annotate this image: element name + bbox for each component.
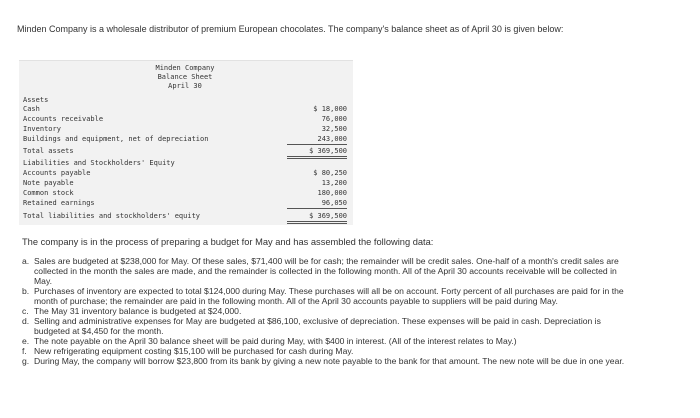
sheet-row-total-assets [19, 146, 353, 156]
sheet-row-liabilities-header [19, 158, 353, 168]
sheet-row-label: Note payable [23, 179, 74, 187]
list-item [22, 316, 632, 336]
sheet-row-amount: 76,000 [321, 115, 347, 123]
balance-sheet-heading [149, 64, 221, 91]
item-marker: g. [22, 356, 30, 366]
item-text: Purchases of inventory are expected to total $124,000 during May. These purchases will all be on account. Forty percent of all purchases are paid for in the month of purchase; the remainder are paid in the following month. All of the April 30 accounts payable to suppliers will be paid during May. [34, 286, 624, 306]
sheet-row-common-stock [19, 188, 353, 198]
sheet-row-label: Total liabilities and stockholders' equity [23, 212, 201, 220]
item-text: During May, the company will borrow $23,800 from its bank by giving a new note payable to the bank for that amount. The new note will be due in one year. [34, 356, 625, 366]
item-text: Selling and administrative expenses for May are budgeted at $86,100, exclusive of depreciation. These expenses will be paid in cash. Depreciation is budgeted at $4,450 for the month. [34, 316, 601, 336]
item-marker: f. [22, 346, 27, 356]
list-item [22, 256, 632, 286]
item-text: The note payable on the April 30 balance sheet will be paid during May, with $400 in interest. (All of the interest relates to May.) [34, 336, 517, 346]
sheet-row-label: Retained earnings [23, 199, 95, 207]
intro-text: Minden Company is a wholesale distributor of premium European chocolates. The company's balance sheet as of April 30 is given below: [17, 24, 564, 34]
sheet-row-amount: 96,050 [287, 198, 347, 209]
sheet-row-amount: 243,000 [287, 134, 347, 145]
data-items-list [22, 256, 632, 366]
sheet-row-accounts-receivable [19, 114, 353, 124]
sheet-row-label: Buildings and equipment, net of depreciation [23, 135, 209, 143]
sheet-row-amount: $ 18,000 [313, 105, 347, 113]
sheet-row-accounts-payable [19, 168, 353, 178]
sheet-row-note-payable [19, 178, 353, 188]
item-text: New refrigerating equipment costing $15,100 will be purchased for cash during May. [34, 346, 354, 356]
sheet-row-label: Accounts receivable [23, 115, 104, 123]
item-text: Sales are budgeted at $238,000 for May. Of these sales, $71,400 will be for cash; the remainder will be credit sales. One-half of a month's credit sales are collected in the month the sales are made, and the remainder is collected in the following month. All of the April 30 accounts receivable will be collected in May. [34, 256, 619, 286]
sheet-row-label: Total assets [23, 147, 74, 155]
sheet-row-total-liabilities-equity [19, 211, 353, 221]
sheet-row-label: Cash [23, 105, 40, 113]
sheet-row-label: Assets [23, 96, 49, 104]
list-item [22, 306, 632, 316]
sheet-row-amount: $ 369,500 [287, 211, 347, 224]
item-marker: d. [22, 316, 30, 326]
item-text: The May 31 inventory balance is budgeted at $24,000. [34, 306, 242, 316]
sheet-row-amount: $ 80,250 [313, 169, 347, 177]
lead-text: The company is in the process of preparing a budget for May and has assembled the following data: [22, 237, 434, 247]
item-marker: a. [22, 256, 30, 266]
sheet-row-amount: 13,200 [321, 179, 347, 187]
statement-date: April 30 [168, 82, 202, 90]
sheet-row-label: Liabilities and Stockholders' Equity [23, 159, 175, 167]
list-item [22, 356, 632, 366]
item-marker: e. [22, 336, 30, 346]
sheet-row-label: Common stock [23, 189, 74, 197]
statement-title: Balance Sheet [157, 73, 213, 81]
sheet-row-label: Inventory [23, 125, 61, 133]
list-item [22, 336, 632, 346]
sheet-row-cash [19, 104, 353, 114]
sheet-row-inventory [19, 124, 353, 134]
company-name: Minden Company [155, 64, 215, 72]
sheet-row-retained-earnings [19, 198, 353, 208]
list-item [22, 346, 632, 356]
sheet-row-amount: $ 369,500 [287, 146, 347, 159]
sheet-row-buildings [19, 134, 353, 144]
list-item [22, 286, 632, 306]
item-marker: c. [22, 306, 29, 316]
sheet-row-amount: 32,500 [321, 125, 347, 133]
sheet-row-amount: 180,000 [317, 189, 347, 197]
sheet-row-label: Accounts payable [23, 169, 91, 177]
item-marker: b. [22, 286, 30, 296]
balance-sheet [19, 60, 353, 225]
